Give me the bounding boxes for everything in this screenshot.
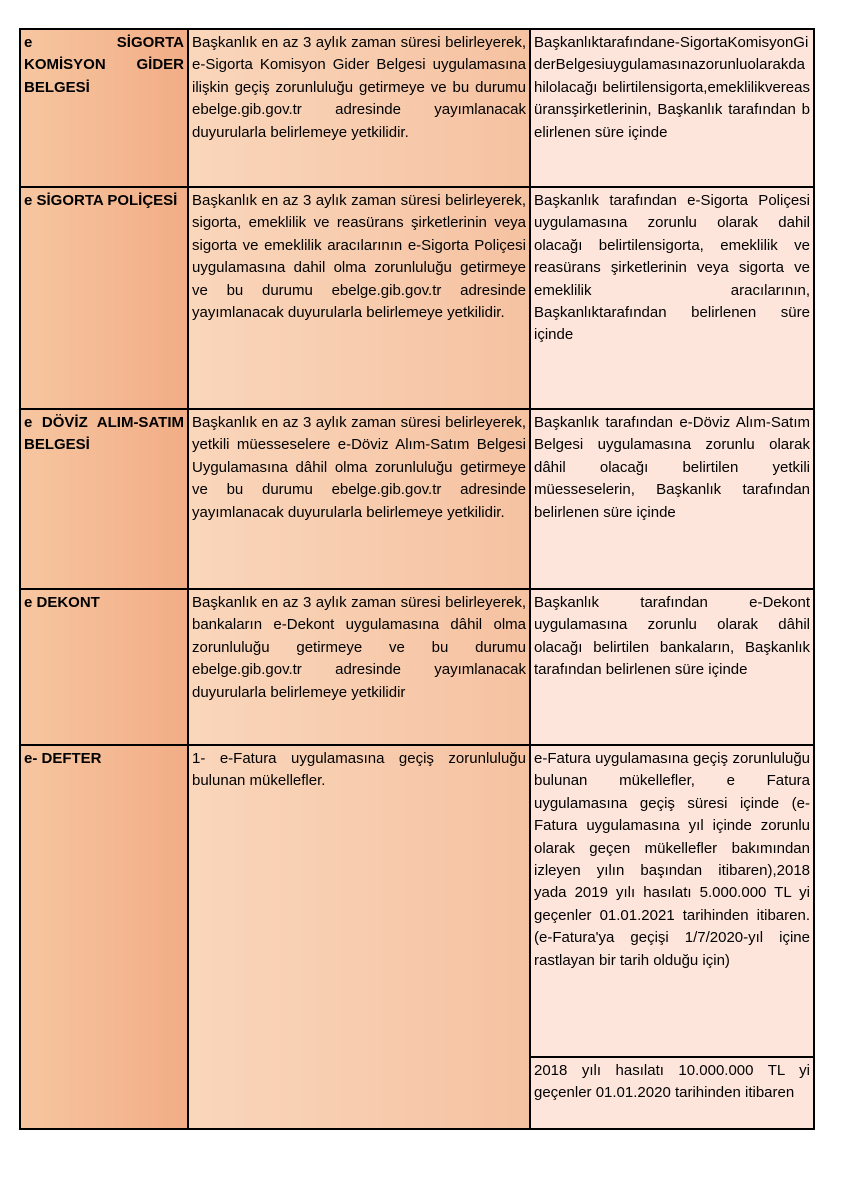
row-right-text: e-Fatura uygulamasına geçiş zorunluluğu bulunan mükellefler, e Fatura uygulamasına geçiş süresi içinde (e-Fatura uygulamasına yıl içinde zorunlu olarak geçen mükellefler bakımından izleyen yılın başından itibaren),2018 yada 2019 yılı hasılatı 5.000.000 TL yi geçenler 01.01.2021 tarihinden itibaren. (e-Fatura'ya geçişi 1/7/2020-yıl içine rastlayan bir tarih olduğu için)	[534, 750, 810, 969]
row-middle-cell	[188, 589, 530, 745]
row-right-cell	[530, 745, 814, 1057]
row-middle-cell	[188, 409, 530, 589]
row-label-cell	[20, 29, 188, 187]
row-middle-text: Başkanlık en az 3 aylık zaman süresi belirleyerek, yetkili müesseselere e-Döviz Alım-Satım Belgesi Uygulamasına dâhil olma zorunluluğu getirmeye ve bu durumu ebelge.gib.gov.tr adresinde yayımlanacak duyurularla belirlemeye yetkilidir.	[192, 414, 526, 521]
row-middle-text: 1- e-Fatura uygulamasına geçiş zorunluluğu bulunan mükellefler.	[192, 750, 526, 790]
obligations-table	[19, 28, 815, 1130]
row-right-cell	[530, 29, 814, 187]
table-row	[20, 29, 814, 187]
row-right-cell	[530, 187, 814, 409]
row-label: e DEKONT	[24, 594, 100, 611]
row-label: e SİGORTA KOMİSYON GİDER BELGESİ	[24, 34, 184, 96]
row-right-text: Başkanlıktarafındane-SigortaKomisyonGiderBelgesiuygulamasınazorunluolarakdahilolacağı belirtilensigorta,emeklilikvereasüransşirketlerinin, Başkanlık tarafından belirlenen süre içinde	[534, 34, 810, 141]
table-row	[20, 187, 814, 409]
row-middle-cell	[188, 745, 530, 1129]
row-right-text: Başkanlık tarafından e-Dekont uygulamasına zorunlu olarak dâhil olacağı belirtilen bankaların, Başkanlık tarafından belirlenen süre içinde	[534, 594, 810, 679]
row-right-text: Başkanlık tarafından e-Sigorta Poliçesi uygulamasına zorunlu olarak dahil olacağı belirtilensigorta, emeklilik ve reasürans şirketlerinin veya sigorta ve emeklilik aracılarının, Başkanlıktarafından belirlenen süre içinde	[534, 192, 810, 344]
row-right-cell	[530, 409, 814, 589]
table-row	[20, 589, 814, 745]
table-row	[20, 409, 814, 589]
row-middle-text: Başkanlık en az 3 aylık zaman süresi belirleyerek, bankaların e-Dekont uygulamasına dâhil olma zorunluluğu getirmeye ve bu durumu ebelge.gib.gov.tr adresinde yayımlanacak duyurularla belirlemeye yetkilidir	[192, 594, 526, 701]
row-label: e- DEFTER	[24, 750, 102, 767]
row-label: e DÖVİZ ALIM-SATIM BELGESİ	[24, 414, 184, 454]
row-label-cell	[20, 745, 188, 1129]
row-middle-cell	[188, 29, 530, 187]
row-middle-text: Başkanlık en az 3 aylık zaman süresi belirleyerek, sigorta, emeklilik ve reasürans şirketlerinin veya sigorta ve emeklilik aracılarının e-Sigorta Poliçesi uygulamasına dahil olma zorunluluğu getirmeye ve bu durumu ebelge.gib.gov.tr adresinde yayımlanacak duyurularla belirlemeye yetkilidir.	[192, 192, 526, 322]
row-label-cell	[20, 187, 188, 409]
row-label-cell	[20, 589, 188, 745]
row-right-cell-secondary	[530, 1057, 814, 1129]
row-middle-text: Başkanlık en az 3 aylık zaman süresi belirleyerek, e-Sigorta Komisyon Gider Belgesi uygulamasına ilişkin geçiş zorunluluğu getirmeye ve bu durumu ebelge.gib.gov.tr adresinde yayımlanacak duyurularla belirlemeye yetkilidir.	[192, 34, 526, 141]
table-row	[20, 745, 814, 1057]
row-right-cell	[530, 589, 814, 745]
row-label-cell	[20, 409, 188, 589]
row-label: e SİGORTA POLİÇESİ	[24, 192, 178, 209]
row-right-text-secondary: 2018 yılı hasılatı 10.000.000 TL yi geçenler 01.01.2020 tarihinden itibaren	[534, 1062, 810, 1102]
row-middle-cell	[188, 187, 530, 409]
row-right-text: Başkanlık tarafından e-Döviz Alım-Satım Belgesi uygulamasına zorunlu olarak dâhil olacağı belirtilen yetkili müesseselerin, Başkanlık tarafından belirlenen süre içinde	[534, 414, 810, 521]
